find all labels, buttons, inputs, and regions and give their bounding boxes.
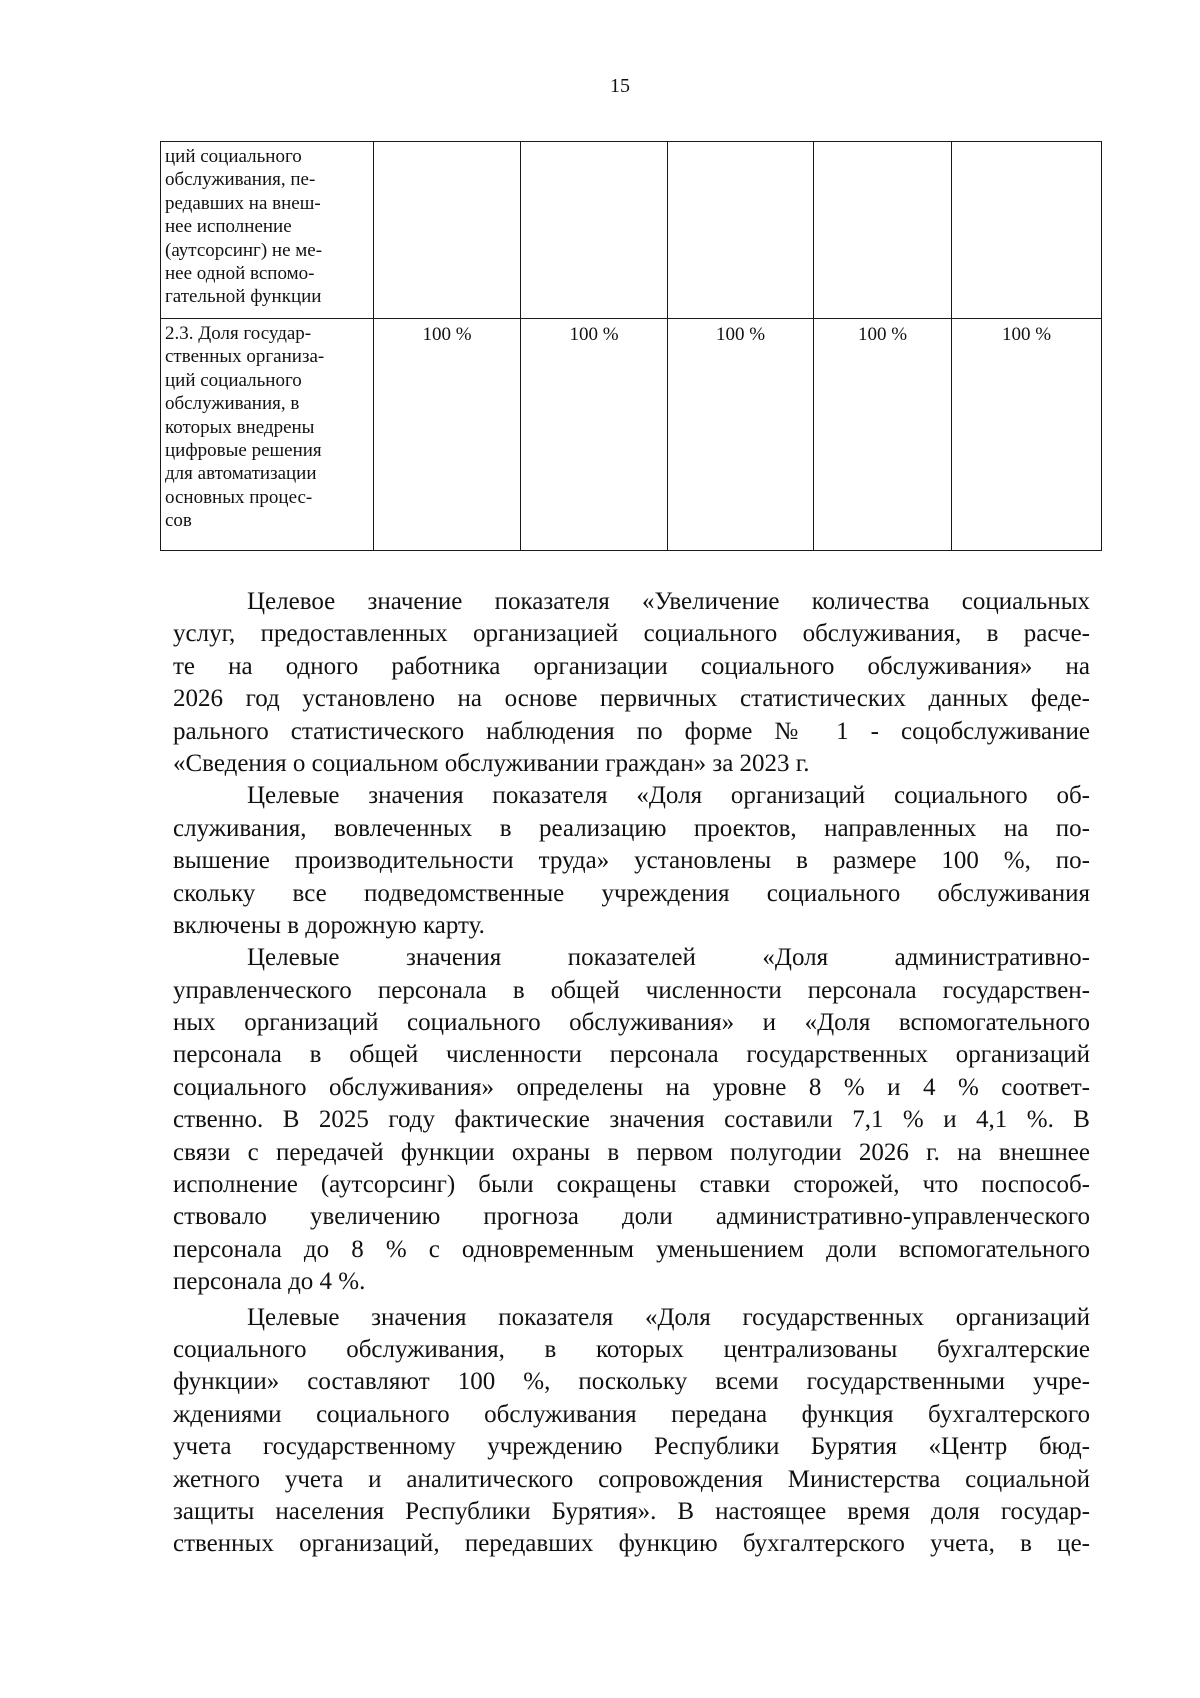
text-line: управленческого персонала в общей численности персонала государствен-: [173, 976, 1090, 1004]
paragraph: [173, 1302, 1090, 1561]
label-line: которых внедрены: [165, 416, 315, 438]
text-line: те на одного работника организации социального обслуживания» на: [173, 652, 1090, 680]
text-line: учета государственному учреждению Республики Бурятия «Центр бюд-: [173, 1433, 1090, 1461]
text-line: жетного учета и аналитического сопровождения Министерства социальной: [173, 1465, 1090, 1493]
value-cell: 100 %: [814, 319, 952, 551]
label-line: редавших на внеш-: [165, 192, 321, 214]
label-line: ций социального: [165, 146, 302, 167]
label-line: цифровые решения: [165, 440, 322, 462]
text-line: исполнение (аутсорсинг) были сокращены ставки сторожей, что поспособ-: [173, 1171, 1090, 1199]
label-line: нее исполнение: [165, 216, 292, 238]
value-cell: [521, 142, 668, 319]
table-row: [161, 319, 1102, 551]
text-line: Целевые значения показателя «Доля государственных организаций: [247, 1303, 1090, 1331]
text-line: услуг, предоставленных организацией социального обслуживания, в расче-: [173, 620, 1090, 648]
text-line: защиты населения Республики Бурятия». В настоящее время доля государ-: [173, 1497, 1090, 1525]
label-line: ственных организа-: [165, 346, 325, 368]
label-line: 2.3. Доля государ-: [165, 323, 312, 344]
text-line: персонала в общей численности персонала государственных организаций: [173, 1041, 1090, 1069]
text-line: социального обслуживания, в которых централизованы бухгалтерские: [173, 1335, 1090, 1363]
text-line: связи с передачей функции охраны в первом полугодии 2026 г. на внешнее: [173, 1138, 1090, 1166]
text-line: скольку все подведомственные учреждения социального обслуживания: [173, 879, 1090, 907]
paragraph: [173, 942, 1090, 1298]
label-line: обслуживания, в: [165, 393, 300, 415]
text-line: 2026 год установлено на основе первичных статистических данных феде-: [173, 685, 1090, 713]
label-line: (аутсорсинг) не ме-: [165, 239, 323, 261]
label-line: основных процес-: [165, 486, 313, 508]
page-number: 15: [610, 75, 630, 97]
value-cell: 100 %: [668, 319, 814, 551]
text-line: включены в дорожную карту.: [173, 911, 485, 939]
text-line: вышение производительности труда» установлены в размере 100 %, по-: [173, 847, 1090, 875]
value-cell: [668, 142, 814, 319]
text-line: персонала до 4 %.: [173, 1268, 366, 1296]
text-line: Целевые значения показателя «Доля организаций социального об-: [247, 782, 1090, 810]
value-cell: [952, 142, 1102, 319]
text-line: служивания, вовлеченных в реализацию проектов, направленных на по-: [173, 814, 1090, 842]
indicator-label-cell: [161, 319, 374, 551]
label-line: нее одной вспомо-: [165, 263, 315, 285]
label-line: ций социального: [165, 369, 302, 391]
text-line: социального обслуживания» определены на уровне 8 % и 4 % соответ-: [173, 1073, 1090, 1101]
table-row: [161, 142, 1102, 319]
label-line: для автоматизации: [165, 463, 317, 485]
value-cell: 100 %: [521, 319, 668, 551]
value-cell: 100 %: [374, 319, 521, 551]
value-cell: 100 %: [952, 319, 1102, 551]
text-line: ственно. В 2025 году фактические значения составили 7,1 % и 4,1 %. В: [173, 1106, 1090, 1134]
value-cell: [814, 142, 952, 319]
text-line: персонала до 8 % с одновременным уменьшением доли вспомогательного: [173, 1235, 1090, 1263]
label-line: гательной функции: [165, 286, 322, 308]
text-line: ственных организаций, передавших функцию бухгалтерского учета, в це-: [173, 1530, 1090, 1558]
text-line: Целевые значения показателей «Доля административно-: [247, 944, 1090, 972]
text-line: ных организаций социального обслуживания» и «Доля вспомогательного: [173, 1009, 1090, 1037]
label-line: обслуживания, пе-: [165, 169, 316, 191]
paragraph: [173, 586, 1090, 780]
text-line: функции» составляют 100 %, поскольку всеми государственными учре-: [173, 1368, 1090, 1396]
text-line: «Сведения о социальном обслуживании граждан» за 2023 г.: [173, 749, 810, 777]
text-line: Целевое значение показателя «Увеличение количества социальных: [247, 588, 1090, 615]
indicators-table: [160, 141, 1102, 551]
value-cell: [374, 142, 521, 319]
paragraph: [173, 780, 1090, 942]
label-line: сов: [165, 510, 192, 532]
text-line: ждениями социального обслуживания передана функция бухгалтерского: [173, 1400, 1090, 1428]
body-text: [173, 586, 1090, 1561]
text-line: рального статистического наблюдения по форме № 1 - соцобслуживание: [173, 717, 1090, 745]
text-line: ствовало увеличению прогноза доли административно-управленческого: [173, 1203, 1090, 1231]
indicator-label-cell: [161, 142, 374, 319]
